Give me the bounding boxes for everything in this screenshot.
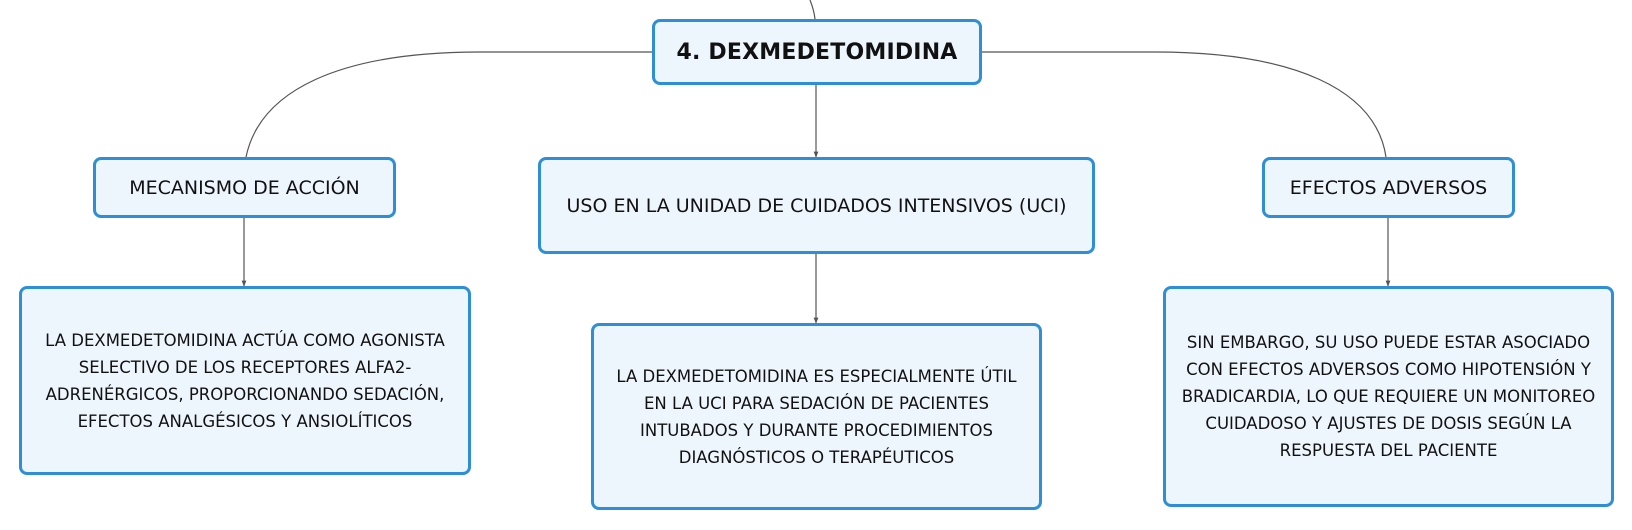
branch-label: MECANISMO DE ACCIÓN xyxy=(129,176,360,199)
root-topic-label: 4. DEXMEDETOMIDINA xyxy=(676,39,958,65)
connector-root-to-mecanismo xyxy=(246,52,652,157)
branch-node-efectos-adversos[interactable] xyxy=(1262,157,1515,218)
branch-label: EFECTOS ADVERSOS xyxy=(1289,176,1488,199)
connector-root-to-efectos-adversos xyxy=(982,52,1386,157)
detail-text: LA DEXMEDETOMIDINA ES ESPECIALMENTE ÚTIL EN LA UCI PARA SEDACIÓN DE PACIENTES INTUBADOS Y DURANTE PROCEDIMIENTOS DIAGNÓSTICOS O TERAPÉUTICOS xyxy=(616,366,1017,467)
incoming-parent-connector xyxy=(810,0,815,19)
detail-node-efectos-adversos[interactable] xyxy=(1163,286,1614,507)
detail-node-uso-en-uci[interactable] xyxy=(591,323,1042,510)
branch-node-uso-en-uci[interactable] xyxy=(538,157,1095,254)
branch-label: USO EN LA UNIDAD DE CUIDADOS INTENSIVOS (UCI) xyxy=(566,194,1067,217)
detail-text: LA DEXMEDETOMIDINA ACTÚA COMO AGONISTA SELECTIVO DE LOS RECEPTORES ALFA2-ADRENÉRGICOS, PROPORCIONANDO SEDACIÓN, EFECTOS ANALGÉSICOS Y ANSIOLÍTICOS xyxy=(45,330,445,431)
detail-text: SIN EMBARGO, SU USO PUEDE ESTAR ASOCIADO CON EFECTOS ADVERSOS COMO HIPOTENSIÓN Y BRADICARDIA, LO QUE REQUIERE UN MONITOREO CUIDADOSO Y AJUSTES DE DOSIS SEGÚN LA RESPUESTA DEL PACIENTE xyxy=(1181,333,1596,460)
detail-node-mecanismo-de-accion[interactable] xyxy=(19,286,471,475)
root-topic-node[interactable] xyxy=(652,19,982,85)
branch-node-mecanismo-de-accion[interactable] xyxy=(93,157,396,218)
